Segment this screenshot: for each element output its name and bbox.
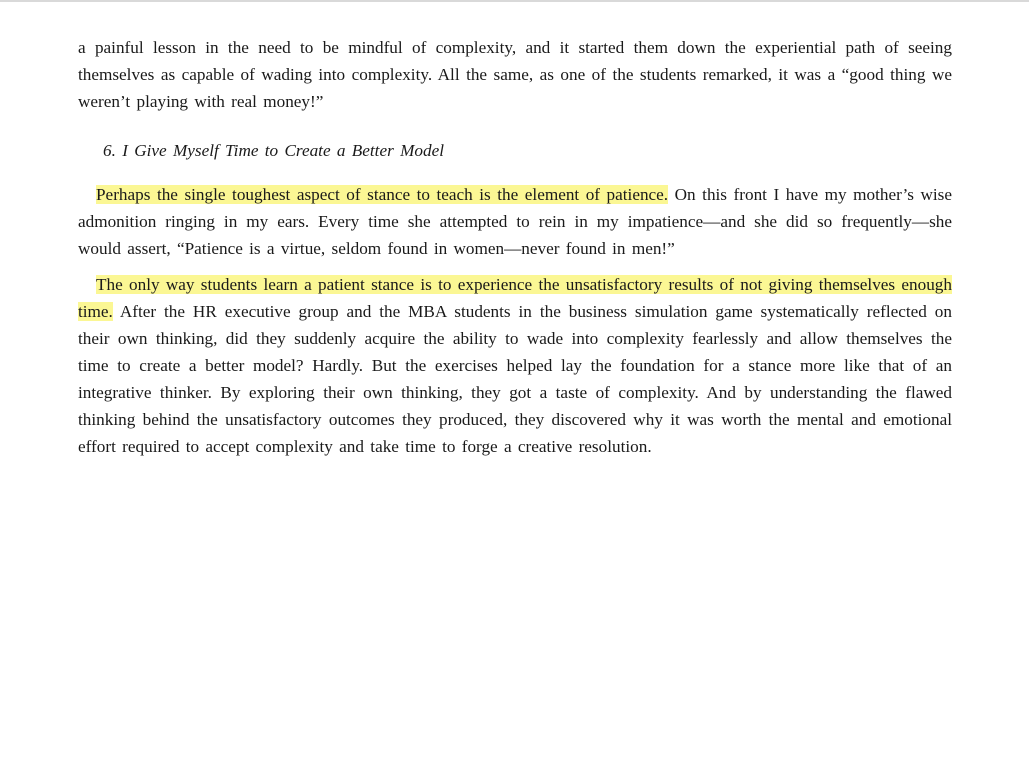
paragraph-text: On this front I have my mother’s wise admonition ringing in my ears. Every time she attempted to rein in my impatience—and she did so frequently—she would assert, “Patience is a virtue, seldom found in women—never found in men!” bbox=[78, 185, 952, 258]
paragraph-patience bbox=[78, 181, 952, 262]
document-page bbox=[78, 34, 952, 469]
paragraph-continued: a painful lesson in the need to be mindful of complexity, and it started them down the experiential path of seeing themselves as capable of wading into complexity. All the same, as one of the students remarked, it was a “good thing we weren’t playing with real money!” bbox=[78, 38, 952, 111]
top-divider bbox=[0, 0, 1029, 2]
paragraph-text: After the HR executive group and the MBA students in the business simulation game systematically reflected on their own thinking, did they suddenly acquire the ability to wade into complexity fearlessly and allow themselves the time to create a better model? Hardly. But the exercises helped lay the foundation for a stance more like that of an integrative thinker. By exploring their own thinking, they got a taste of complexity. And by understanding the flawed thinking behind the unsatisfactory outcomes they produced, they discovered why it was worth the mental and emotional effort required to accept complexity and take time to forge a creative resolution. bbox=[78, 302, 952, 456]
highlighted-sentence[interactable]: Perhaps the single toughest aspect of stance to teach is the element of patience. bbox=[96, 185, 669, 204]
paragraph-learning bbox=[78, 271, 952, 460]
highlighted-sentence[interactable]: The only way students learn a patient stance is to experience the unsatisfactory results of not giving themselves enough time. bbox=[78, 275, 952, 321]
section-heading: 6. I Give Myself Time to Create a Better Model bbox=[103, 141, 444, 160]
